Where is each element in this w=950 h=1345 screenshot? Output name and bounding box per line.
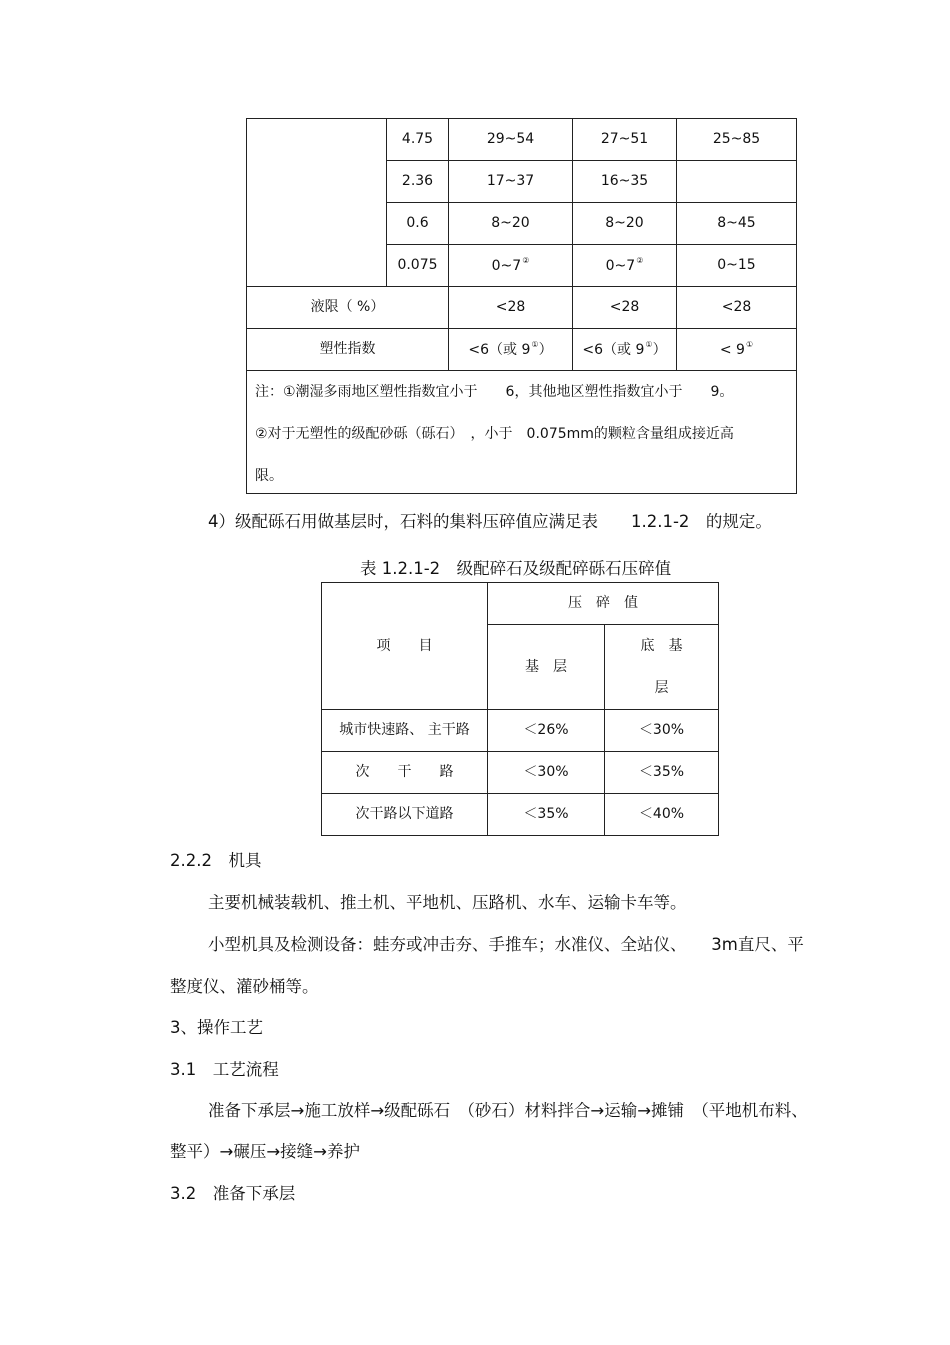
section-heading: 3.2 准备下承层 (170, 1184, 296, 1203)
table-cell: <28 (677, 287, 797, 329)
paragraph: 4）级配砾石用做基层时，石料的集料压碎值应满足表 1.2.1-2 的规定。 (208, 512, 772, 531)
cell-value-end: ） (538, 342, 553, 359)
paragraph: 主要机械装载机、推土机、平地机、压路机、水车、运输卡车等。 (208, 893, 687, 912)
cell-value: <6（或 9 (582, 342, 645, 359)
table-cell: 17~37 (449, 161, 573, 203)
header-cell: 项 目 (322, 583, 488, 710)
table-cell: 8~45 (677, 203, 797, 245)
footnote-mark: ② (522, 256, 530, 266)
cell-value-end: ） (652, 342, 667, 359)
table-row (322, 752, 719, 794)
empty-cell (247, 119, 387, 287)
sieve-size: 2.36 (387, 161, 449, 203)
table-cell: <28 (449, 287, 573, 329)
table-row (247, 119, 797, 161)
paragraph: 准备下承层→施工放样→级配砾石 （砂石）材料拌合→运输→摊铺 （平地机布料、 (208, 1101, 808, 1120)
note-line: 限。 (255, 468, 283, 484)
row-label: 次 干 路 (322, 752, 488, 794)
section-heading: 2.2.2 机具 (170, 851, 262, 870)
table-cell: ＜40% (605, 794, 719, 836)
note-line: 注：①潮湿多雨地区塑性指数宜小于 6，其他地区塑性指数宜小于 9。 (255, 384, 734, 400)
header-text: 层 (654, 680, 669, 696)
crushing-value-table (321, 582, 719, 836)
table-cell: 8~20 (449, 203, 573, 245)
table-row (322, 710, 719, 752)
table-cell (677, 161, 797, 203)
table-cell: ＜35% (488, 794, 605, 836)
table-cell (449, 329, 573, 371)
paragraph: 小型机具及检测设备：蛙夯或冲击夯、手推车；水准仪、全站仪、 3m直尺、平 (208, 935, 804, 954)
table-row (322, 583, 719, 625)
note-line: ②对于无塑性的级配砂砾（砾石） ，小于 0.075mm的颗粒含量组成接近高 (255, 426, 734, 442)
sieve-size: 0.6 (387, 203, 449, 245)
sieve-size: 0.075 (387, 245, 449, 287)
table-cell: 29~54 (449, 119, 573, 161)
cell-value: <6（或 9 (468, 342, 531, 359)
row-label: 次干路以下道路 (322, 794, 488, 836)
sieve-size: 4.75 (387, 119, 449, 161)
table-cell: ＜30% (488, 752, 605, 794)
table-caption: 表 1.2.1-2 级配碎石及级配碎砾石压碎值 (360, 559, 672, 578)
row-label: 城市快速路、 主干路 (322, 710, 488, 752)
header-cell (605, 625, 719, 710)
section-heading: 3、操作工艺 (170, 1018, 263, 1037)
table-row (247, 329, 797, 371)
table-cell: 16~35 (573, 161, 677, 203)
header-text: 底 基 (640, 638, 683, 654)
table-row (322, 794, 719, 836)
table-cell: 8~20 (573, 203, 677, 245)
cell-value: 0~7 (491, 258, 522, 275)
table-row (247, 287, 797, 329)
cell-value: < 9 (719, 342, 745, 359)
section-heading: 3.1 工艺流程 (170, 1060, 279, 1079)
table-cell: 0~15 (677, 245, 797, 287)
footnote-mark: ① (645, 340, 653, 350)
header-cell: 基 层 (488, 625, 605, 710)
table-cell: ＜26% (488, 710, 605, 752)
note-row (247, 371, 797, 494)
cell-value: 0~7 (605, 258, 636, 275)
footnote-mark: ② (636, 256, 644, 266)
table-cell: <28 (573, 287, 677, 329)
table-cell (677, 329, 797, 371)
row-label: 塑性指数 (247, 329, 449, 371)
grading-table (246, 118, 797, 494)
paragraph: 整度仪、灌砂桶等。 (170, 977, 319, 996)
table-cell (449, 245, 573, 287)
header-cell: 压 碎 值 (488, 583, 719, 625)
table-cell: ＜35% (605, 752, 719, 794)
table-cell (573, 329, 677, 371)
paragraph: 整平）→碾压→接缝→养护 (170, 1142, 360, 1161)
table-cell (573, 245, 677, 287)
table-cell: 27~51 (573, 119, 677, 161)
row-label: 液限（ %） (247, 287, 449, 329)
table-note (247, 371, 797, 494)
table-cell: ＜30% (605, 710, 719, 752)
table-cell: 25~85 (677, 119, 797, 161)
footnote-mark: ① (531, 340, 539, 350)
footnote-mark: ① (745, 340, 754, 350)
